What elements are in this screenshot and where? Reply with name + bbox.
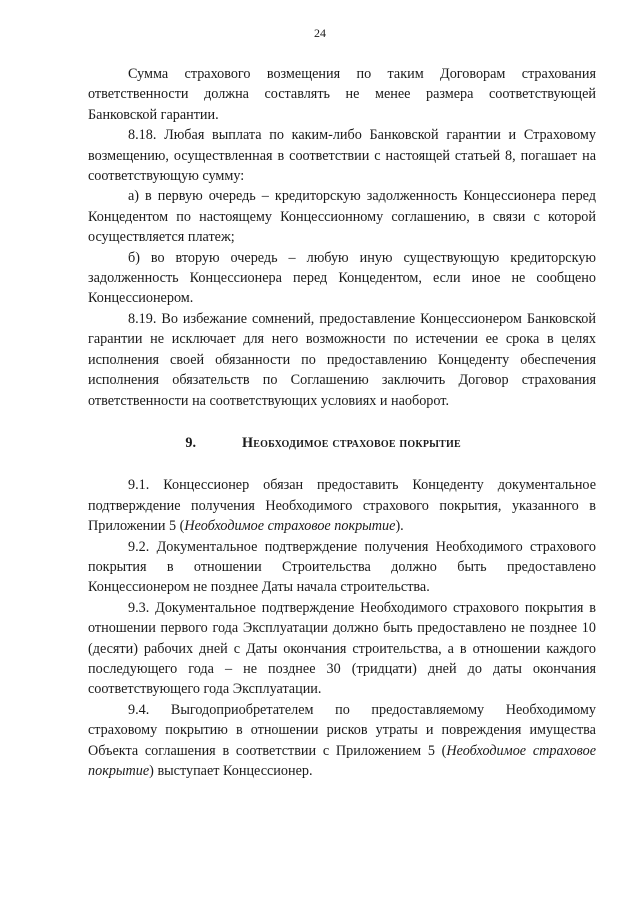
paragraph-insurance-amount: Сумма страхового возмещения по таким Договорам страхования ответственности должна составлять не менее размера соответствующей Банковской гарантии. — [88, 66, 596, 123]
paragraph-9-1-text: 9.1. Концессионер обязан предоставить Концеденту документальное подтверждение получения Необходимого страхового покрытия, указанного в Приложении 5 ( — [88, 477, 596, 535]
section-title: Необходимое страховое покрытие — [242, 434, 461, 451]
document-body — [88, 64, 596, 781]
paragraph-9-4-italic: Необходимое страховое покрытие — [88, 742, 597, 779]
paragraph-9-1-italic: Необходимое страховое покрытие — [184, 518, 396, 535]
section-number: 9. — [185, 434, 196, 451]
paragraph-9-4-text: 9.4. Выгодоприобретателем по предоставляемому Необходимому страховому покрытию в отношении рисков утраты и повреждения имущества Объекта соглашения в соответствии с Приложением 5 ( — [88, 701, 596, 759]
paragraph-9-4 — [88, 700, 596, 782]
page-number: 24 — [314, 26, 326, 40]
paragraph-8-18: 8.18. Любая выплата по каким-либо Банковской гарантии и Страховому возмещению, осуществленная в соответствии с настоящей статьей 8, погашает на соответствующую сумму: — [88, 127, 596, 185]
paragraph-9-3: 9.3. Документальное подтверждение Необходимого страхового покрытия в отношении первого года Эксплуатации должно быть предоставлено не позднее 10 (десяти) рабочих дней с Даты окончания строительства, а в отношении каждого последующего года – не позднее 30 (тридцати) дней до даты окончания соответствующего года Эксплуатации. — [88, 599, 596, 698]
paragraph-9-2: 9.2. Документальное подтверждение получения Необходимого страхового покрытия в отношении Строительства должно быть предоставлено Концессионером не позднее Даты начала строительства. — [88, 538, 596, 596]
paragraph-9-1-end: ). — [395, 518, 404, 535]
paragraph-8-18-b: б) во вторую очередь – любую иную существующую кредиторскую задолженность Концессионера перед Концедентом, если иное не сообщено Концессионером. — [88, 249, 596, 307]
section-heading — [88, 433, 596, 453]
paragraph-8-19: 8.19. Во избежание сомнений, предоставление Концессионером Банковской гарантии не исключает для него возможности по истечении ее срока в целях исполнения своей обязанности по предоставлению Концеденту обеспечения исполнения обязательств по Соглашению заключить Договор страхования ответственности на соответствующих условиях и наоборот. — [88, 310, 596, 409]
paragraph-9-1 — [88, 475, 596, 536]
paragraph-9-4-end: ) выступает Концессионер. — [149, 763, 313, 779]
paragraph-8-18-a: а) в первую очередь – кредиторскую задолженность Концессионера перед Концедентом по настоящему Концессионному соглашению, в связи с которой осуществляется платеж; — [88, 188, 596, 246]
